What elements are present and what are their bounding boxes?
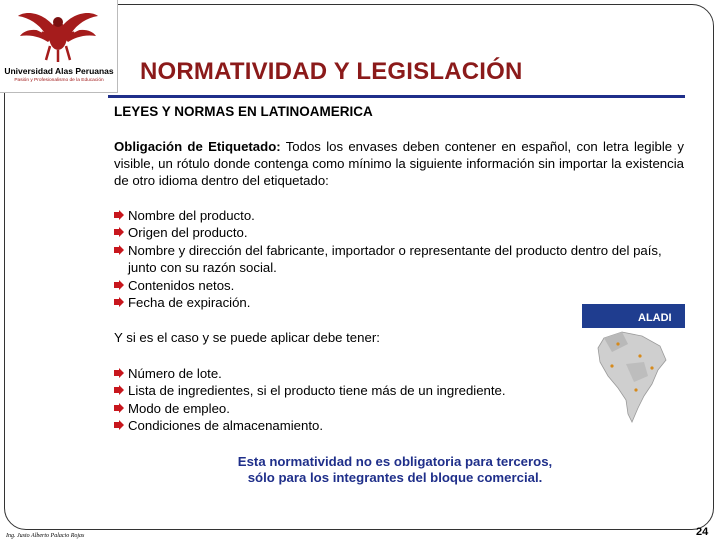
list-item: Nombre y dirección del fabricante, importador o representante del producto dentro del país, junto con su razón social. — [114, 242, 684, 277]
list-item: Origen del producto. — [114, 224, 684, 241]
closing-note-line2: sólo para los integrantes del bloque comercial. — [247, 470, 543, 485]
intro-paragraph — [114, 138, 684, 189]
list-item: Contenidos netos. — [114, 277, 684, 294]
closing-note — [200, 454, 590, 486]
conditional-intro: Y si es el caso y se puede aplicar debe tener: — [114, 330, 380, 345]
university-tagline: Pasión y Profesionalismo de la Educación — [14, 78, 104, 83]
section-heading: LEYES Y NORMAS EN LATINOAMERICA — [114, 104, 373, 119]
red-arrow-bullet-icon — [114, 368, 124, 378]
list-item: Modo de empleo. — [114, 400, 684, 417]
red-arrow-bullet-icon — [114, 403, 124, 413]
author-credit: Ing. Justo Alberto Palacio Rojas — [6, 533, 85, 539]
red-arrow-bullet-icon — [114, 227, 124, 237]
required-info-list — [114, 207, 684, 311]
red-arrow-bullet-icon — [114, 210, 124, 220]
list-item: Nombre del producto. — [114, 207, 684, 224]
university-logo — [0, 0, 118, 93]
university-name: Universidad Alas Peruanas — [4, 66, 114, 76]
red-arrow-bullet-icon — [114, 297, 124, 307]
aladi-map-image — [582, 304, 685, 430]
closing-note-line1: Esta normatividad no es obligatoria para terceros, — [237, 454, 553, 469]
intro-text: Todos los envases deben contener en español, con letra legible y visible, un rótulo donde contenga como mínimo la siguiente información sin importar la existencia de otro idioma dentro del etiquetado: — [114, 139, 684, 188]
list-item: Lista de ingredientes, si el producto tiene más de un ingrediente. — [114, 382, 684, 399]
winged-emblem-icon — [16, 2, 100, 62]
page-number: 24 — [696, 526, 709, 538]
intro-label: Obligación de Etiquetado: — [114, 139, 281, 154]
red-arrow-bullet-icon — [114, 385, 124, 395]
red-arrow-bullet-icon — [114, 280, 124, 290]
aladi-label: ALADI — [638, 312, 672, 324]
page-title: NORMATIVIDAD Y LEGISLACIÓN — [140, 58, 523, 85]
title-divider — [108, 95, 685, 98]
red-arrow-bullet-icon — [114, 420, 124, 430]
red-arrow-bullet-icon — [114, 245, 124, 255]
list-item: Condiciones de almacenamiento. — [114, 417, 684, 434]
list-item: Número de lote. — [114, 365, 684, 382]
list-item: Fecha de expiración. — [114, 294, 684, 311]
